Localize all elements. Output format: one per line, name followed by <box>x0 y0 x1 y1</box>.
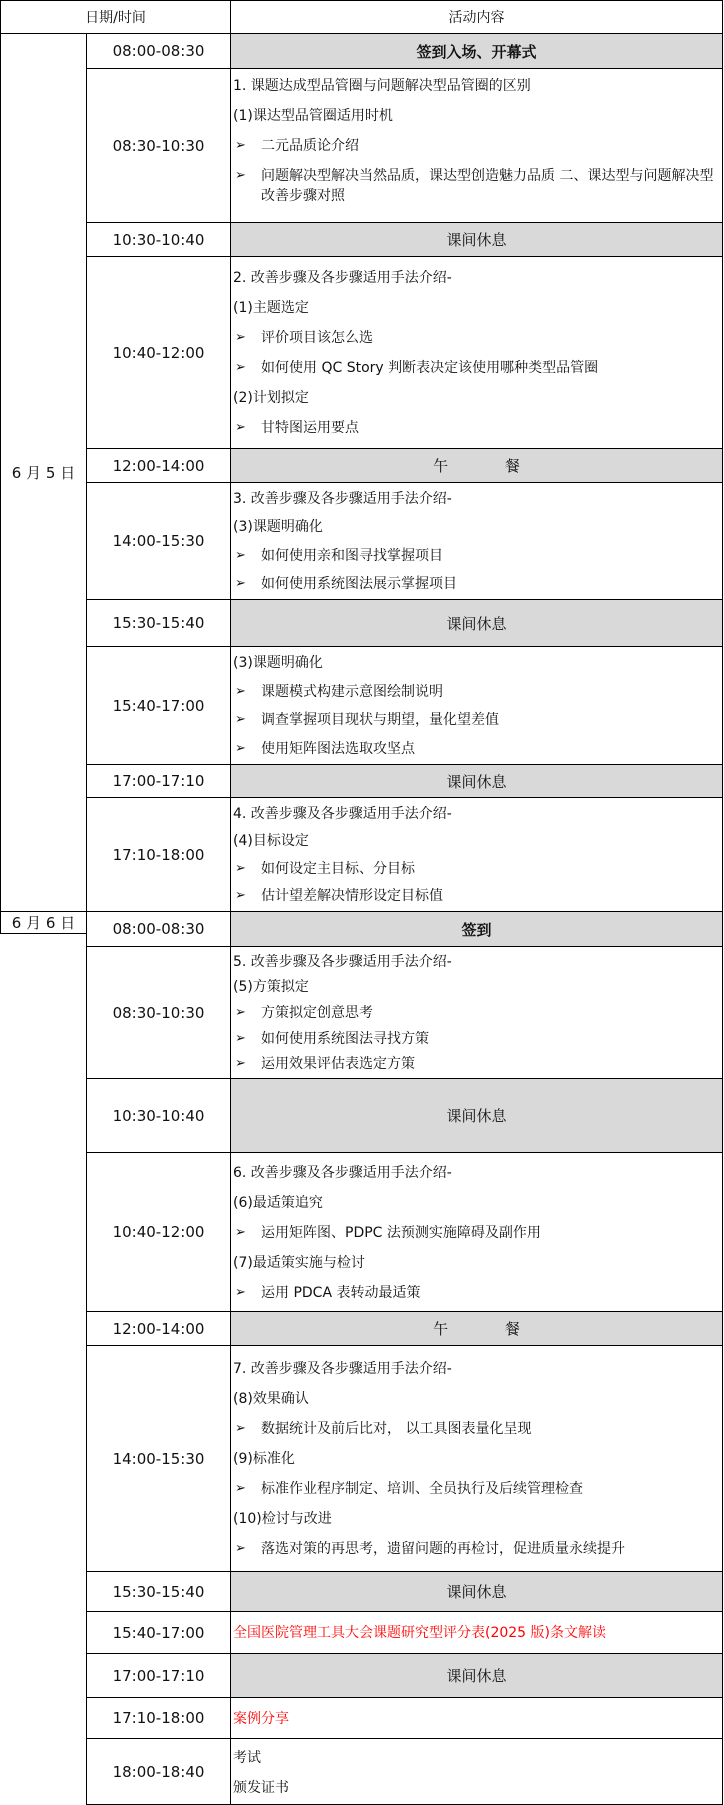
time-label: 10:30-10:40 <box>112 230 205 249</box>
content-line <box>233 106 720 126</box>
line-text: 使用矩阵图法选取攻坚点 <box>261 740 415 757</box>
content-line <box>233 298 720 318</box>
time-label: 15:40-17:00 <box>112 696 205 715</box>
content-cell-title <box>230 599 723 646</box>
arrow-bullet-icon: ➢ <box>235 547 246 563</box>
arrow-bullet-icon: ➢ <box>235 138 246 153</box>
time-cell <box>86 599 230 646</box>
break-label: 课间休息 <box>446 231 507 249</box>
line-text: 颁发证书 <box>233 1779 289 1796</box>
time-label: 15:40-17:00 <box>112 1623 205 1642</box>
break-label: 课间休息 <box>446 1107 507 1125</box>
session-title: 签到入场、开幕式 <box>416 42 537 61</box>
content-line <box>233 977 720 997</box>
time-label: 08:00-08:30 <box>112 920 205 938</box>
header-date-time-label: 日期/时间 <box>85 10 146 26</box>
day-label: 6 月 6 日 <box>11 914 76 932</box>
line-text: 1. 课题达成型品管圈与问题解决型品管圈的区别 <box>233 78 531 94</box>
line-text: 如何使用亲和图寻找掌握项目 <box>261 547 443 564</box>
content-line <box>233 76 720 96</box>
line-text: (7)最适策实施与检讨 <box>233 1254 365 1271</box>
arrow-bullet-icon: ➢ <box>235 1030 246 1046</box>
time-label: 17:10-18:00 <box>112 845 205 864</box>
time-label: 08:30-10:30 <box>112 1003 205 1022</box>
line-text: (6)最适策追究 <box>233 1194 323 1211</box>
line-text: 课题模式构建示意图绘制说明 <box>261 683 443 700</box>
line-text: 如何使用系统图法寻找方策 <box>261 1030 429 1047</box>
bullet-item <box>235 418 720 438</box>
bullet-item <box>235 859 720 879</box>
time-cell <box>86 222 230 256</box>
content-cell-title <box>230 1653 723 1697</box>
content-line <box>233 804 720 824</box>
content-cell-title <box>230 1571 723 1611</box>
line-text: 标准作业程序制定、培训、全员执行及后续管理检查 <box>261 1481 583 1497</box>
content-cell-title <box>230 33 723 68</box>
line-text: (4)目标设定 <box>233 833 309 850</box>
time-label: 17:00-17:10 <box>112 1666 205 1685</box>
bullet-item <box>235 574 720 594</box>
content-line <box>233 1709 720 1729</box>
content-cell <box>230 646 723 764</box>
line-text: 问题解决型解决当然品质，课达型创造魅力品质 二、课达型与问题解决型改善步骤对照 <box>261 168 714 204</box>
time-cell <box>86 1697 230 1738</box>
arrow-bullet-icon: ➢ <box>235 360 246 375</box>
arrow-bullet-icon: ➢ <box>235 683 246 699</box>
line-text: 甘特图运用要点 <box>261 420 359 436</box>
bullet-item <box>235 328 720 348</box>
time-cell <box>86 911 230 946</box>
line-text: 考试 <box>233 1749 261 1766</box>
arrow-bullet-icon: ➢ <box>235 888 246 904</box>
arrow-bullet-icon: ➢ <box>235 1541 246 1556</box>
time-cell <box>86 33 230 68</box>
line-text: 4. 改善步骤及各步骤适用手法介绍- <box>233 805 452 822</box>
line-text: 7. 改善步骤及各步骤适用手法介绍- <box>233 1361 452 1377</box>
content-cell-title <box>230 764 723 797</box>
time-cell <box>86 1653 230 1697</box>
arrow-bullet-icon: ➢ <box>235 1421 246 1436</box>
time-cell <box>86 1311 230 1345</box>
content-cell <box>230 68 723 222</box>
bullet-item <box>235 710 720 730</box>
bullet-item <box>235 739 720 759</box>
time-label: 17:00-17:10 <box>112 772 205 790</box>
line-text: 运用矩阵图、PDPC 法预测实施障碍及副作用 <box>261 1224 541 1241</box>
arrow-bullet-icon: ➢ <box>235 330 246 345</box>
content-line <box>233 1509 720 1529</box>
content-line <box>233 1778 720 1798</box>
line-text: 如何使用系统图法展示掌握项目 <box>261 575 457 592</box>
time-cell <box>86 482 230 599</box>
line-text: 3. 改善步骤及各步骤适用手法介绍- <box>233 491 452 508</box>
content-cell <box>230 1697 723 1738</box>
day-cell <box>0 33 86 911</box>
header-content <box>230 0 723 33</box>
line-text: 运用效果评估表选定方策 <box>261 1056 415 1073</box>
bullet-item <box>235 886 720 906</box>
content-line <box>233 1359 720 1379</box>
time-label: 14:00-15:30 <box>112 1449 205 1468</box>
content-line <box>233 1623 720 1643</box>
content-cell <box>230 1738 723 1805</box>
bullet-item <box>235 1539 720 1559</box>
content-line <box>233 1389 720 1409</box>
content-cell <box>230 1152 723 1311</box>
line-text: (2)计划拟定 <box>233 390 309 406</box>
time-cell <box>86 764 230 797</box>
line-text: 落选对策的再思考，遗留问题的再检讨，促进质量永续提升 <box>261 1541 625 1557</box>
time-label: 10:40-12:00 <box>112 1223 205 1241</box>
line-text: (3)课题明确化 <box>233 519 323 536</box>
line-text: (5)方策拟定 <box>233 979 309 996</box>
time-label: 12:00-14:00 <box>112 456 205 475</box>
content-cell <box>230 256 723 448</box>
bullet-item <box>235 1283 720 1303</box>
time-label: 15:30-15:40 <box>112 1582 205 1601</box>
time-cell <box>86 1078 230 1152</box>
time-cell <box>86 448 230 482</box>
time-cell <box>86 1345 230 1571</box>
content-cell-title <box>230 448 723 482</box>
bullet-item <box>235 1054 720 1074</box>
line-text: 5. 改善步骤及各步骤适用手法介绍- <box>233 953 452 970</box>
content-cell <box>230 797 723 911</box>
bullet-item <box>235 358 720 378</box>
line-text: (9)标准化 <box>233 1451 295 1467</box>
content-cell-title <box>230 911 723 946</box>
arrow-bullet-icon: ➢ <box>235 420 246 435</box>
content-cell <box>230 482 723 599</box>
time-cell <box>86 646 230 764</box>
line-text: (10)检讨与改进 <box>233 1511 332 1527</box>
line-text: 方策拟定创意思考 <box>261 1005 373 1021</box>
bullet-item <box>235 546 720 566</box>
time-cell <box>86 1738 230 1805</box>
content-line <box>233 388 720 408</box>
header-content-label: 活动内容 <box>448 10 505 26</box>
line-text: 运用 PDCA 表转动最适策 <box>261 1284 421 1301</box>
arrow-bullet-icon: ➢ <box>235 1056 246 1072</box>
day-cell <box>0 911 86 934</box>
time-label: 08:00-08:30 <box>112 42 205 60</box>
bullet-item <box>235 1223 720 1243</box>
content-line <box>233 952 720 972</box>
content-cell <box>230 946 723 1078</box>
time-label: 10:40-12:00 <box>112 343 205 362</box>
content-cell-title <box>230 222 723 256</box>
content-line <box>233 653 720 673</box>
content-line <box>233 268 720 288</box>
bullet-item <box>235 1419 720 1439</box>
bullet-item <box>235 136 720 156</box>
line-text: 全国医院管理工具大会课题研究型评分表(2025 版)条文解读 <box>233 1625 607 1641</box>
line-text: 如何设定主目标、分目标 <box>261 860 415 877</box>
content-cell <box>230 1611 723 1653</box>
content-line <box>233 831 720 851</box>
line-text: 数据统计及前后比对， 以工具图表量化呈现 <box>261 1421 532 1437</box>
line-text: 二元品质论介绍 <box>261 138 359 154</box>
time-cell <box>86 1611 230 1653</box>
break-label: 课间休息 <box>446 1583 507 1601</box>
break-label: 课间休息 <box>446 614 507 633</box>
line-text: (8)效果确认 <box>233 1391 309 1407</box>
time-label: 15:30-15:40 <box>112 614 205 632</box>
time-cell <box>86 946 230 1078</box>
break-label: 课间休息 <box>446 1667 507 1685</box>
arrow-bullet-icon: ➢ <box>235 575 246 591</box>
arrow-bullet-icon: ➢ <box>235 712 246 728</box>
break-label: 课间休息 <box>446 772 507 791</box>
time-cell <box>86 68 230 222</box>
break-label: 午 餐 <box>433 457 546 475</box>
time-label: 18:00-18:40 <box>112 1762 205 1781</box>
line-text: 如何使用 QC Story 判断表决定该使用哪种类型品管圈 <box>261 360 599 376</box>
bullet-item <box>235 1029 720 1049</box>
break-label: 午 餐 <box>433 1320 546 1338</box>
line-text: 案例分享 <box>233 1710 289 1727</box>
time-cell <box>86 1571 230 1611</box>
content-line <box>233 1449 720 1469</box>
arrow-bullet-icon: ➢ <box>235 1284 246 1300</box>
time-label: 14:00-15:30 <box>112 532 205 550</box>
time-label: 08:30-10:30 <box>112 136 205 155</box>
arrow-bullet-icon: ➢ <box>235 1005 246 1020</box>
arrow-bullet-icon: ➢ <box>235 860 246 876</box>
content-line <box>233 489 720 509</box>
arrow-bullet-icon: ➢ <box>235 168 246 183</box>
time-cell <box>86 256 230 448</box>
arrow-bullet-icon: ➢ <box>235 1481 246 1496</box>
time-cell <box>86 1152 230 1311</box>
time-label: 12:00-14:00 <box>112 1319 205 1338</box>
time-label: 17:10-18:00 <box>112 1709 205 1727</box>
arrow-bullet-icon: ➢ <box>235 1224 246 1240</box>
line-text: (3)课题明确化 <box>233 655 323 672</box>
line-text: 估计望差解决情形设定目标值 <box>261 888 443 905</box>
content-cell-title <box>230 1311 723 1345</box>
bullet-item <box>235 682 720 702</box>
content-line <box>233 1193 720 1213</box>
content-line <box>233 1748 720 1768</box>
line-text: 评价项目该怎么选 <box>261 330 373 346</box>
line-text: (1)主题选定 <box>233 300 309 316</box>
line-text: 调查掌握项目现状与期望，量化望差值 <box>261 712 499 729</box>
line-text: 2. 改善步骤及各步骤适用手法介绍- <box>233 270 452 286</box>
header-date-time <box>0 0 230 33</box>
bullet-item <box>235 1479 720 1499</box>
arrow-bullet-icon: ➢ <box>235 740 246 756</box>
line-text: 6. 改善步骤及各步骤适用手法介绍- <box>233 1164 452 1181</box>
content-line <box>233 1253 720 1273</box>
time-cell <box>86 797 230 911</box>
day-label: 6 月 5 日 <box>11 464 76 482</box>
time-label: 10:30-10:40 <box>112 1106 205 1125</box>
content-line <box>233 1163 720 1183</box>
content-cell <box>230 1345 723 1571</box>
content-cell-title <box>230 1078 723 1152</box>
line-text: (1)课达型品管圈适用时机 <box>233 108 393 124</box>
bullet-item <box>235 1003 720 1023</box>
content-line <box>233 517 720 537</box>
bullet-item <box>235 166 720 206</box>
session-title: 签到 <box>461 920 492 939</box>
